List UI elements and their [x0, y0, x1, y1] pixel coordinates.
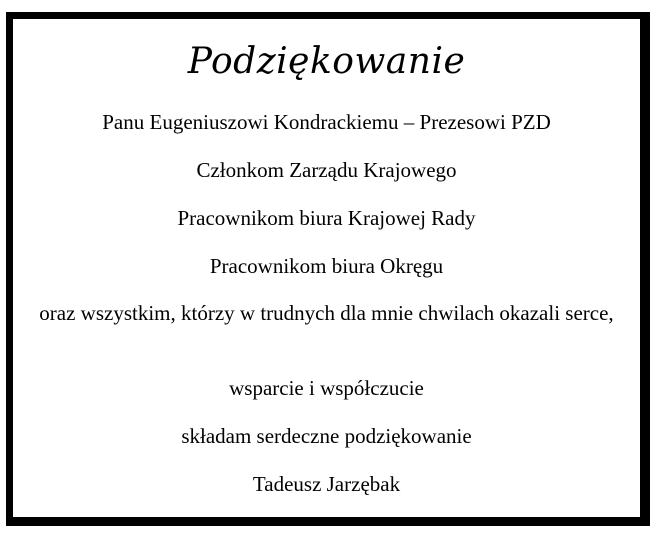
recipient-line-district-office: Pracownikom biura Okręgu — [209, 254, 444, 278]
thank-you-card — [6, 12, 650, 526]
document-title: Podziękowanie — [187, 41, 466, 82]
recipient-line-everyone: oraz wszystkim, którzy w trudnych dla mnie chwilach okazali serce, — [39, 301, 614, 325]
signature-name: Tadeusz Jarzębak — [252, 472, 401, 496]
thanks-line: składam serdeczne podziękowanie — [181, 424, 472, 448]
recipient-line-board: Członkom Zarządu Krajowego — [196, 158, 457, 182]
recipient-line-national-office: Pracownikom biura Krajowej Rady — [177, 206, 476, 230]
support-line: wsparcie i współczucie — [229, 376, 424, 400]
recipient-line-president: Panu Eugeniuszowi Kondrackiemu – Prezesowi PZD — [102, 110, 551, 134]
